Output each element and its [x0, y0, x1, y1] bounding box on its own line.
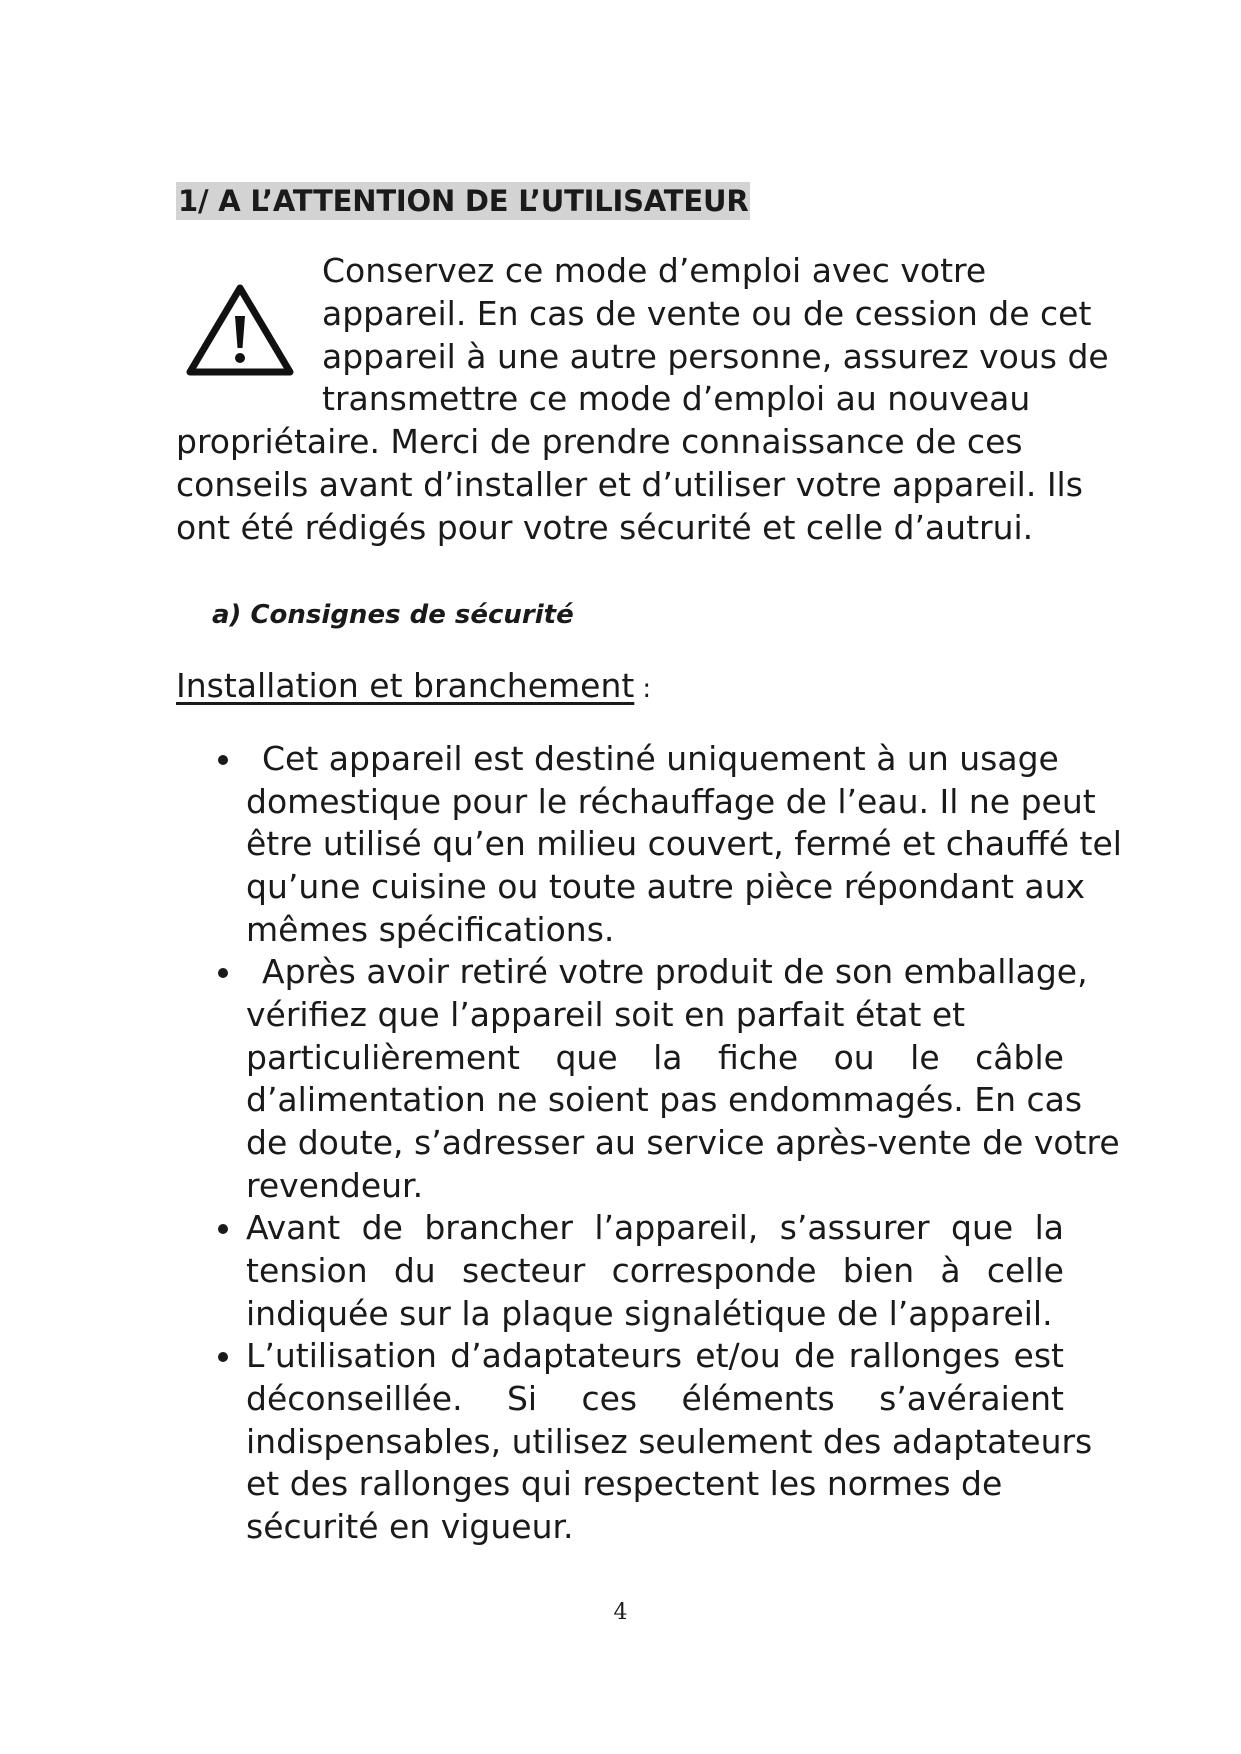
word: le: [910, 1038, 940, 1077]
page-number: 4: [613, 1600, 628, 1625]
bullet-line: vérifiez que l’appareil soit en parfait état et: [246, 995, 966, 1034]
intro-line: transmettre ce mode d’emploi au nouveau: [322, 379, 1031, 418]
word: éléments: [681, 1379, 835, 1418]
word: à: [940, 1251, 961, 1290]
word: ou: [833, 1038, 875, 1077]
word: que: [951, 1208, 1014, 1247]
word: du: [393, 1251, 436, 1290]
word: que: [555, 1038, 618, 1077]
word: la: [1034, 1208, 1064, 1247]
word: de: [794, 1336, 836, 1375]
word: ces: [581, 1379, 638, 1418]
word: rallonges: [848, 1336, 1001, 1375]
bullet-line: de doute, s’adresser au service après-vente de votre: [246, 1123, 1120, 1162]
word: corresponde: [611, 1251, 817, 1290]
bullet-line: [246, 1037, 1064, 1080]
bullet-line: [246, 1378, 1064, 1421]
word: et/ou: [695, 1336, 781, 1375]
subsection-title: a) Consignes de sécurité: [212, 600, 574, 630]
bullet-line: être utilisé qu’en milieu couvert, fermé et chauffé tel: [246, 824, 1122, 863]
bullet-line: qu’une cuisine ou toute autre pièce répondant aux: [246, 867, 1086, 906]
word: tension: [246, 1251, 368, 1290]
word: s’assurer: [779, 1208, 930, 1247]
word: d’adaptateurs: [450, 1336, 683, 1375]
bullet-line: et des rallonges qui respectent les normes de: [246, 1464, 1003, 1503]
intro-line: propriétaire. Merci de prendre connaissance de ces: [176, 422, 1023, 461]
word: L’utilisation: [246, 1336, 437, 1375]
bullet-line: domestique pour le réchauffage de l’eau. Il ne peut: [246, 782, 1096, 821]
word: brancher: [424, 1208, 573, 1247]
intro-line: conseils avant d’installer et d’utiliser votre appareil. Ils: [176, 465, 1083, 504]
intro-line: ont été rédigés pour votre sécurité et celle d’autrui.: [176, 508, 1034, 547]
bullet-line: Cet appareil est destiné uniquement à un usage: [262, 739, 1059, 778]
intro-line: Conservez ce mode d’emploi avec votre: [322, 251, 987, 290]
word: particulièrement: [246, 1038, 520, 1077]
bullet-line: d’alimentation ne soient pas endommagés. En cas: [246, 1080, 1083, 1119]
bullet-icon: [218, 968, 228, 978]
bullet-line: mêmes spécifications.: [246, 910, 615, 949]
word: Avant: [246, 1208, 341, 1247]
word: s’avéraient: [879, 1379, 1064, 1418]
bullet-icon: [218, 755, 228, 765]
word: l’appareil,: [594, 1208, 759, 1247]
intro-line: appareil à une autre personne, assurez vous de: [322, 337, 1109, 376]
installation-heading-colon: :: [642, 674, 652, 704]
bullet-line: indispensables, utilisez seulement des adaptateurs: [246, 1422, 1093, 1461]
intro-line: appareil. En cas de vente ou de cession de cet: [322, 294, 1092, 333]
word: déconseillée.: [246, 1379, 463, 1418]
bullet-line: revendeur.: [246, 1166, 424, 1205]
bullet-line: indiquée sur la plaque signalétique de l’appareil.: [246, 1294, 1053, 1333]
section-title: 1/ A L’ATTENTION DE L’UTILISATEUR: [178, 184, 749, 218]
word: secteur: [461, 1251, 586, 1290]
installation-heading-text: Installation et branchement: [176, 666, 635, 705]
word: celle: [986, 1251, 1064, 1290]
bullet-icon: [218, 1352, 228, 1362]
bullet-line: sécurité en vigueur.: [246, 1507, 574, 1546]
word: Si: [506, 1379, 538, 1418]
word: câble: [975, 1038, 1064, 1077]
word: la: [653, 1038, 683, 1077]
bullet-icon: [218, 1224, 228, 1234]
bullet-line: [246, 1250, 1064, 1293]
bullet-line: [246, 1335, 1064, 1378]
word: fiche: [717, 1038, 799, 1077]
bullet-line: [246, 1207, 1064, 1250]
word: de: [361, 1208, 403, 1247]
word: est: [1013, 1336, 1064, 1375]
word: bien: [842, 1251, 915, 1290]
bullet-line: Après avoir retiré votre produit de son emballage,: [262, 952, 1088, 991]
